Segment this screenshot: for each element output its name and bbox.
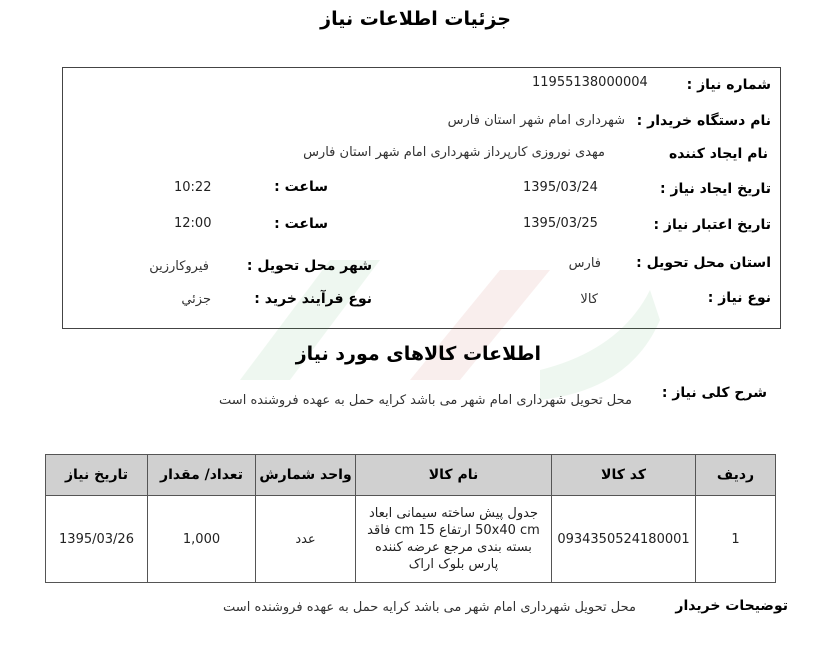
created-time-label: ساعت :	[274, 179, 328, 195]
creator-value: مهدی نوروزی کارپرداز شهرداری امام شهر استان فارس	[303, 145, 605, 160]
buyer-notes-value: محل تحویل شهرداری امام شهر می باشد کرایه حمل به عهده فروشنده است	[223, 600, 636, 615]
created-date-label: تاریخ ایجاد نیاز :	[659, 181, 771, 197]
cell-unit: عدد	[256, 496, 356, 583]
buyer-notes-label: توضیحات خریدار	[675, 598, 788, 614]
process-type-label: نوع فرآیند خرید :	[254, 291, 372, 307]
province-label: استان محل تحویل :	[636, 255, 771, 271]
col-header-unit: واحد شمارش	[256, 455, 356, 496]
buyer-org-value: شهرداری امام شهر استان فارس	[447, 113, 625, 128]
cell-row-number: 1	[696, 496, 776, 583]
created-date-value: 1395/03/24	[523, 180, 598, 195]
province-value: فارس	[568, 256, 601, 271]
validity-time-value: 12:00	[174, 216, 212, 231]
process-type-value: جزئي	[181, 292, 211, 307]
goods-table	[45, 454, 776, 583]
validity-date-value: 1395/03/25	[523, 216, 598, 231]
buyer-org-label: نام دستگاه خریدار :	[636, 113, 771, 129]
summary-label: شرح کلی نیاز :	[661, 385, 767, 401]
page-title: جزئیات اطلاعات نیاز	[320, 8, 511, 30]
table-header-row	[46, 455, 776, 496]
col-header-row-number: ردیف	[696, 455, 776, 496]
created-time-value: 10:22	[174, 180, 212, 195]
table-row	[46, 496, 776, 583]
col-header-name: نام کالا	[356, 455, 552, 496]
col-header-code: کد کالا	[552, 455, 696, 496]
col-header-date: تاریخ نیاز	[46, 455, 148, 496]
col-header-quantity: تعداد/ مقدار	[148, 455, 256, 496]
cell-quantity: 1,000	[148, 496, 256, 583]
need-type-label: نوع نیاز :	[707, 290, 771, 306]
summary-value: محل تحویل شهرداری امام شهر می باشد کرایه حمل به عهده فروشنده است	[219, 393, 632, 408]
city-value: فیروکارزین	[149, 259, 209, 274]
need-number-value: 11955138000004	[532, 75, 648, 90]
city-label: شهر محل تحویل :	[246, 258, 372, 274]
cell-code: 0934350524180001	[552, 496, 696, 583]
goods-section-title: اطلاعات کالاهای مورد نیاز	[295, 343, 541, 365]
cell-name: جدول پیش ساخته سیمانی ابعاد 50x40 cm ارتفاع 15 cm فاقد بسته بندی مرجع عرضه کننده پارس بلوک اراک	[356, 496, 552, 583]
need-number-label: شماره نیاز :	[686, 77, 771, 93]
creator-label: نام ایجاد کننده	[668, 146, 768, 162]
need-type-value: کالا	[580, 292, 598, 307]
validity-date-label: تاریخ اعتبار نیاز :	[653, 217, 771, 233]
validity-time-label: ساعت :	[274, 216, 328, 232]
cell-date: 1395/03/26	[46, 496, 148, 583]
